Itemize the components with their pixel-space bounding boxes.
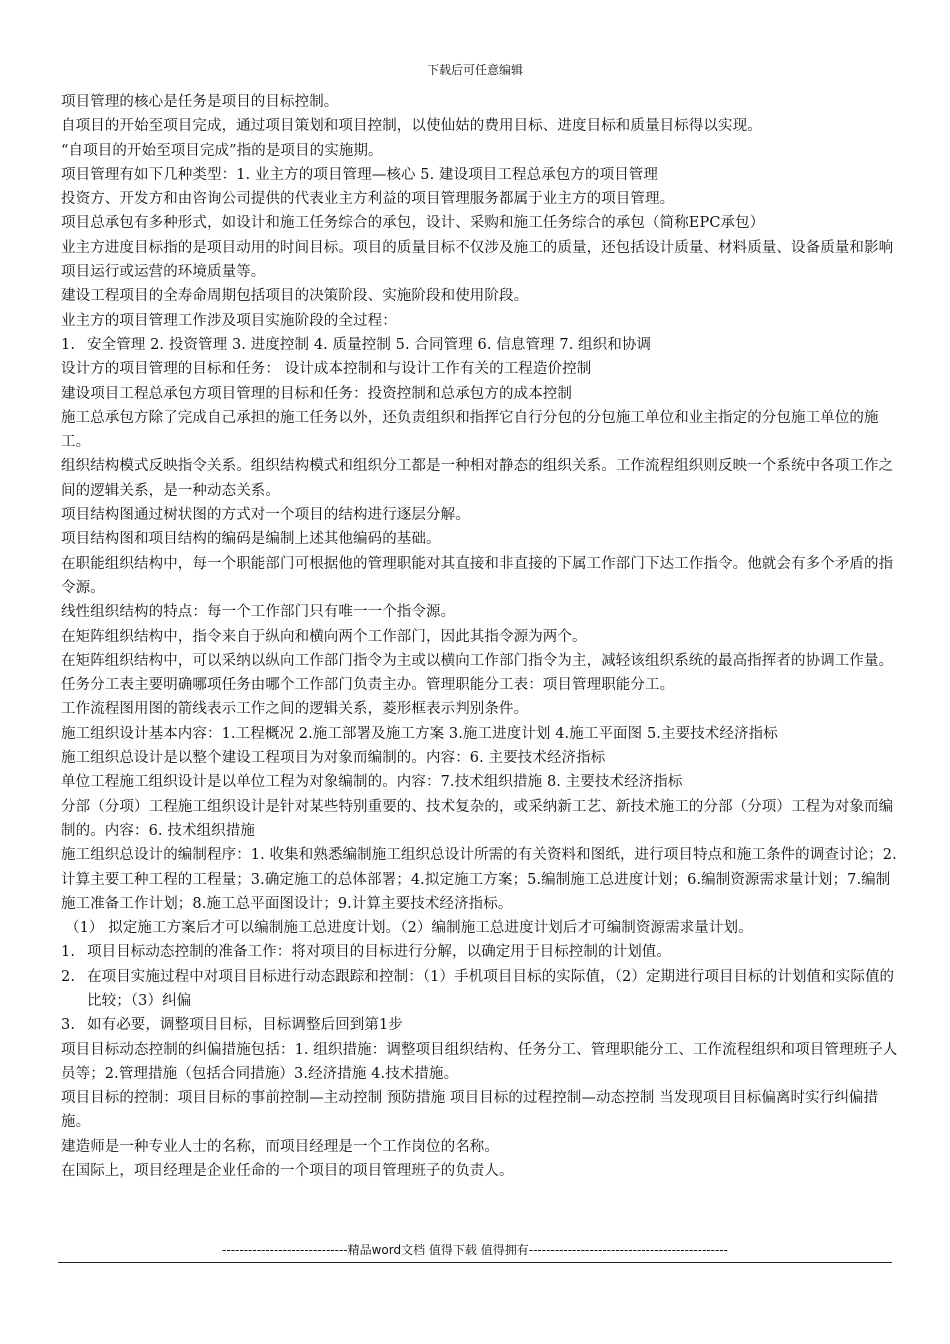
paragraph: 组织结构模式反映指令关系。组织结构模式和组织分工都是一种相对静态的组织关系。工作流程组织则反映一个系统中各项工作之间的逻辑关系，是一种动态关系。 xyxy=(61,458,894,499)
paragraph: 施工组织总设计的编制程序：1. 收集和熟悉编制施工组织总设计所需的有关资料和图纸，进行项目特点和施工条件的调查讨论；2. 计算主要工种工程的工程量；3.确定施工的总体部署；4.拟定施工方案；5.编制施工总进度计划；6.编制资源需求量计划；7.编制施工准备工作计划；8.施工总平面图设计；9.计算主要技术经济指标。 xyxy=(61,847,897,912)
paragraph: 工作流程图用图的箭线表示工作之间的逻辑关系，菱形框表示判别条件。 xyxy=(61,701,529,718)
numbered-list-item xyxy=(61,333,901,357)
list-number: 1. xyxy=(61,336,76,353)
page-footer: -----------------------------精品word文档 值得下载 值得拥有---------------------------------------------- xyxy=(222,1243,728,1257)
paragraph: 设计方的项目管理的目标和任务： 设计成本控制和与设计工作有关的工程造价控制 xyxy=(61,361,592,378)
paragraph: 项目管理的核心是任务是项目的目标控制。 xyxy=(61,94,339,110)
list-number: 2. xyxy=(61,968,76,985)
numbered-list-item xyxy=(61,1013,901,1037)
paragraph: 任务分工表主要明确哪项任务由哪个工作部门负责主办。管理职能分工表：项目管理职能分工。 xyxy=(61,677,675,694)
paragraph: 建造师是一种专业人士的名称，而项目经理是一个工作岗位的名称。 xyxy=(61,1138,499,1155)
list-item-text: 如有必要，调整项目目标，目标调整后回到第1步 xyxy=(87,1017,403,1034)
paragraph: （1） 拟定施工方案后才可以编制施工总进度计划。（2）编制施工总进度计划后才可编制资源需求量计划。 xyxy=(65,920,753,937)
document-body xyxy=(61,90,901,1183)
list-number: 3. xyxy=(61,1017,76,1034)
page-header: 下载后可任意编辑 xyxy=(426,63,523,77)
numbered-list-item xyxy=(61,965,901,1014)
paragraph: 施工组织总设计是以整个建设工程项目为对象而编制的。内容：6. 主要技术经济指标 xyxy=(61,750,606,767)
paragraph: 业主方的项目管理工作涉及项目实施阶段的全过程： xyxy=(61,312,397,329)
paragraph: 施工总承包方除了完成自己承担的施工任务以外，还负责组织和指挥它自行分包的分包施工单位和业主指定的分包施工单位的施工。 xyxy=(61,409,879,451)
paragraph: 施工组织设计基本内容：1.工程概况 2.施工部署及施工方案 3.施工进度计划 4.施工平面图 5.主要技术经济指标 xyxy=(61,725,778,742)
list-item-text: 项目目标动态控制的准备工作：将对项目的目标进行分解，以确定用于目标控制的计划值。 xyxy=(87,944,671,961)
paragraph: 在矩阵组织结构中，可以采纳以纵向工作部门指令为主或以横向工作部门指令为主，减轻该组织系统的最高指挥者的协调工作量。 xyxy=(61,652,894,669)
paragraph: 项目目标的控制：项目目标的事前控制—主动控制 预防措施 项目目标的过程控制—动态控制 当发现项目目标偏离时实行纠偏措施。 xyxy=(61,1090,879,1131)
paragraph: 项目结构图通过树状图的方式对一个项目的结构进行逐层分解。 xyxy=(61,507,470,524)
paragraph: 在职能组织结构中，每一个职能部门可根据他的管理职能对其直接和非直接的下属工作部门下达工作指令。他就会有多个矛盾的指令源。 xyxy=(61,555,894,596)
list-item-text: 安全管理 2. 投资管理 3. 进度控制 4. 质量控制 5. 合同管理 6. 信息管理 7. 组织和协调 xyxy=(87,336,652,353)
paragraph: 业主方进度目标指的是项目动用的时间目标。项目的质量目标不仅涉及施工的质量，还包括设计质量、材料质量、设备质量和影响项目运行或运营的环境质量等。 xyxy=(61,239,894,281)
paragraph: 项目目标动态控制的纠偏措施包括：1. 组织措施：调整项目组织结构、任务分工、管理职能分工、工作流程组织和项目管理班子人员等；2.管理措施（包括合同措施）3.经济措施 4.技术措施。 xyxy=(61,1041,898,1082)
paragraph: 项目总承包有多种形式，如设计和施工任务综合的承包，设计、采购和施工任务综合的承包（简称EPC承包） xyxy=(61,215,765,232)
paragraph: 建设工程项目的全寿命周期包括项目的决策阶段、实施阶段和使用阶段。 xyxy=(61,288,529,305)
paragraph: 项目结构图和项目结构的编码是编制上述其他编码的基础。 xyxy=(61,531,441,548)
paragraph: 线性组织结构的特点：每一个工作部门只有唯一一个指令源。 xyxy=(61,604,456,621)
paragraph: 分部（分项）工程施工组织设计是针对某些特别重要的、技术复杂的，或采纳新工艺、新技术施工的分部（分项）工程为对象而编制的。内容：6. 技术组织措施 xyxy=(61,798,894,839)
paragraph: 投资方、开发方和由咨询公司提供的代表业主方利益的项目管理服务都属于业主方的项目管理。 xyxy=(61,191,675,208)
paragraph: “自项目的开始至项目完成”指的是项目的实施期。 xyxy=(61,142,383,159)
list-item-text: 在项目实施过程中对项目目标进行动态跟踪和控制：（1）手机项目目标的实际值，（2）定期进行项目目标的计划值和实际值的比较；（3）纠偏 xyxy=(87,968,895,1009)
numbered-list-item xyxy=(61,940,901,964)
footer-divider xyxy=(58,1262,892,1263)
paragraph: 在矩阵组织结构中，指令来自于纵向和横向两个工作部门，因此其指令源为两个。 xyxy=(61,628,587,645)
paragraph: 在国际上，项目经理是企业任命的一个项目的项目管理班子的负责人。 xyxy=(61,1163,514,1180)
paragraph: 单位工程施工组织设计是以单位工程为对象编制的。内容：7.技术组织措施 8. 主要技术经济指标 xyxy=(61,774,683,791)
paragraph: 项目管理有如下几种类型：1. 业主方的项目管理—核心 5. 建设项目工程总承包方的项目管理 xyxy=(61,166,658,183)
paragraph: 建设项目工程总承包方项目管理的目标和任务：投资控制和总承包方的成本控制 xyxy=(61,385,572,402)
list-number: 1. xyxy=(61,944,76,961)
paragraph: 自项目的开始至项目完成，通过项目策划和项目控制，以使仙姑的费用目标、进度目标和质量目标得以实现。 xyxy=(61,118,762,135)
